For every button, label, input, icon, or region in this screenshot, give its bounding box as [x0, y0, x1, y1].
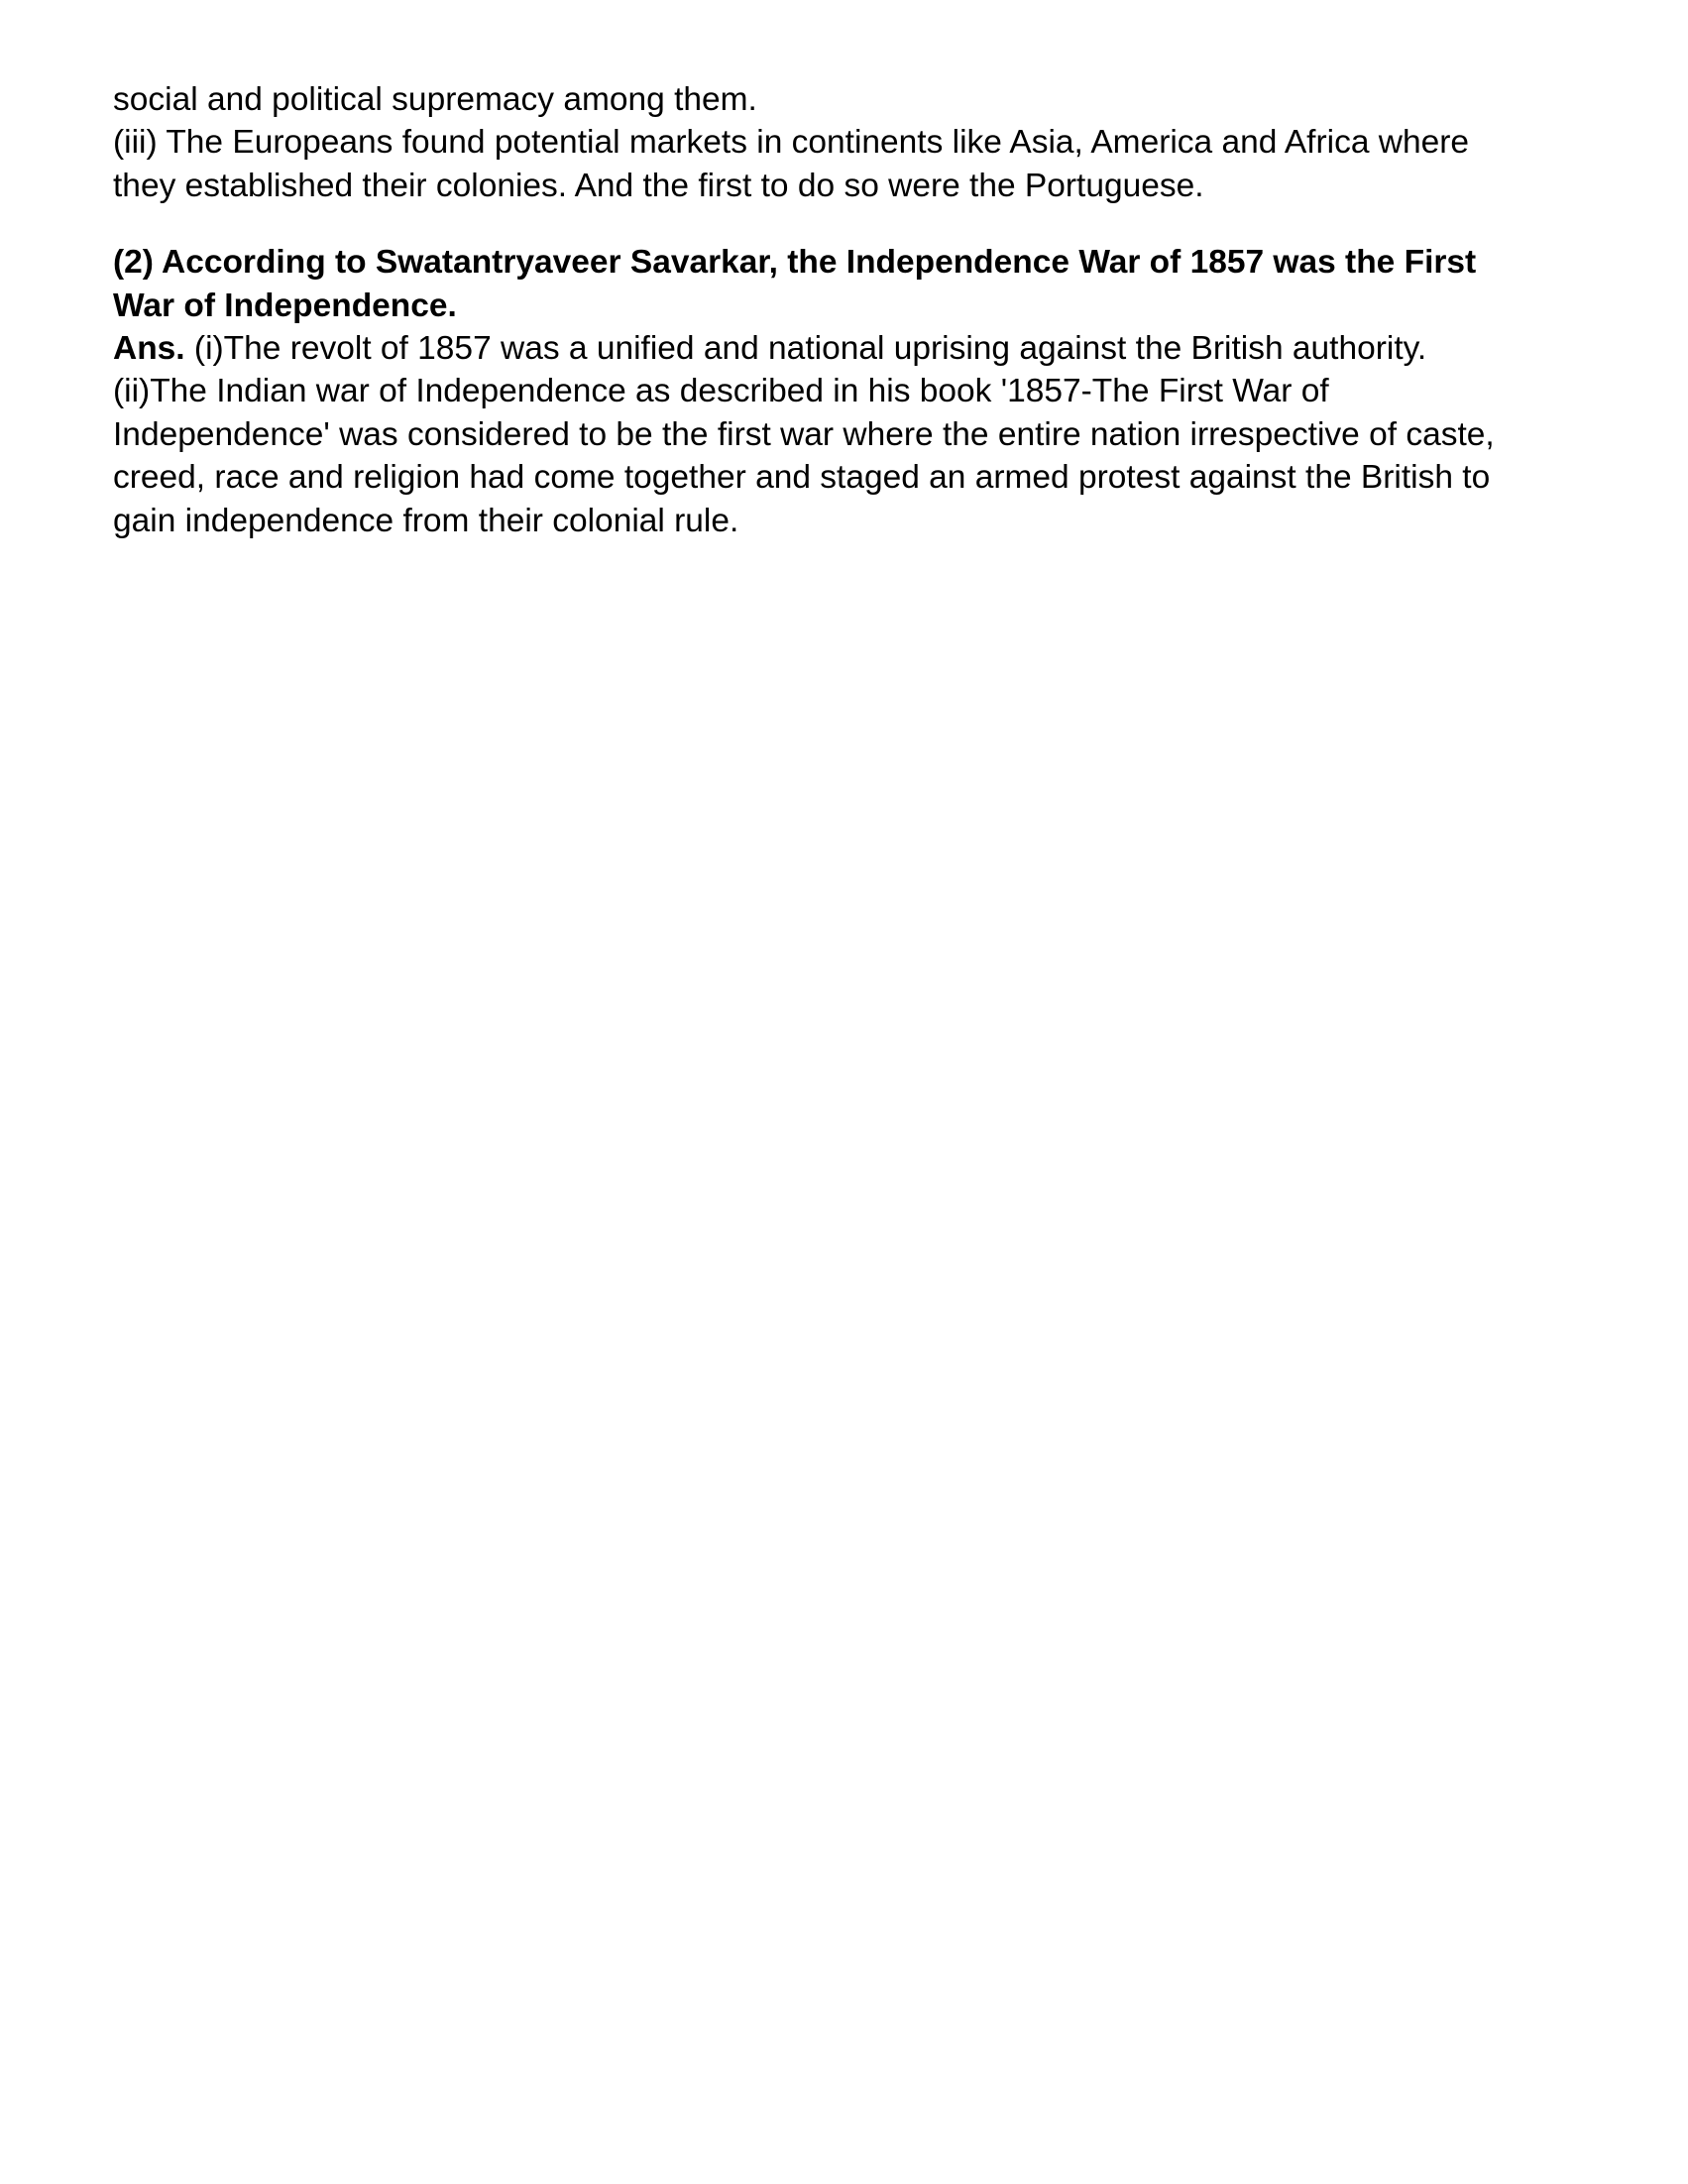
text-line: they established their colonies. And the first to do so were the Portuguese. [113, 167, 1204, 204]
answer-first-line-text: (i)The revolt of 1857 was a unified and national uprising against the British authority. [184, 330, 1427, 368]
text-line: social and political supremacy among them. [113, 81, 757, 118]
answer-line: Independence' was considered to be the first war where the entire nation irrespective of caste, [113, 415, 1495, 453]
page-content [113, 78, 1600, 542]
question-line: (2) According to Swatantryaveer Savarkar, the Independence War of 1857 was the First [113, 244, 1477, 282]
question-line: War of Independence. [113, 287, 457, 324]
answer-first-line [113, 327, 1600, 370]
answer-paragraph [113, 327, 1600, 542]
text-line: (iii) The Europeans found potential markets in continents like Asia, America and Africa where [113, 124, 1470, 162]
paragraph-spacer [113, 207, 1600, 241]
answer-line: creed, race and religion had come together and staged an armed protest against the British to [113, 459, 1491, 497]
answer-line: gain independence from their colonial rule. [113, 502, 739, 539]
continuation-paragraph [113, 78, 1600, 207]
answer-label: Ans. [113, 330, 185, 368]
answer-line: (ii)The Indian war of Independence as described in his book '1857-The First War of [113, 373, 1329, 410]
question-heading [113, 241, 1600, 327]
